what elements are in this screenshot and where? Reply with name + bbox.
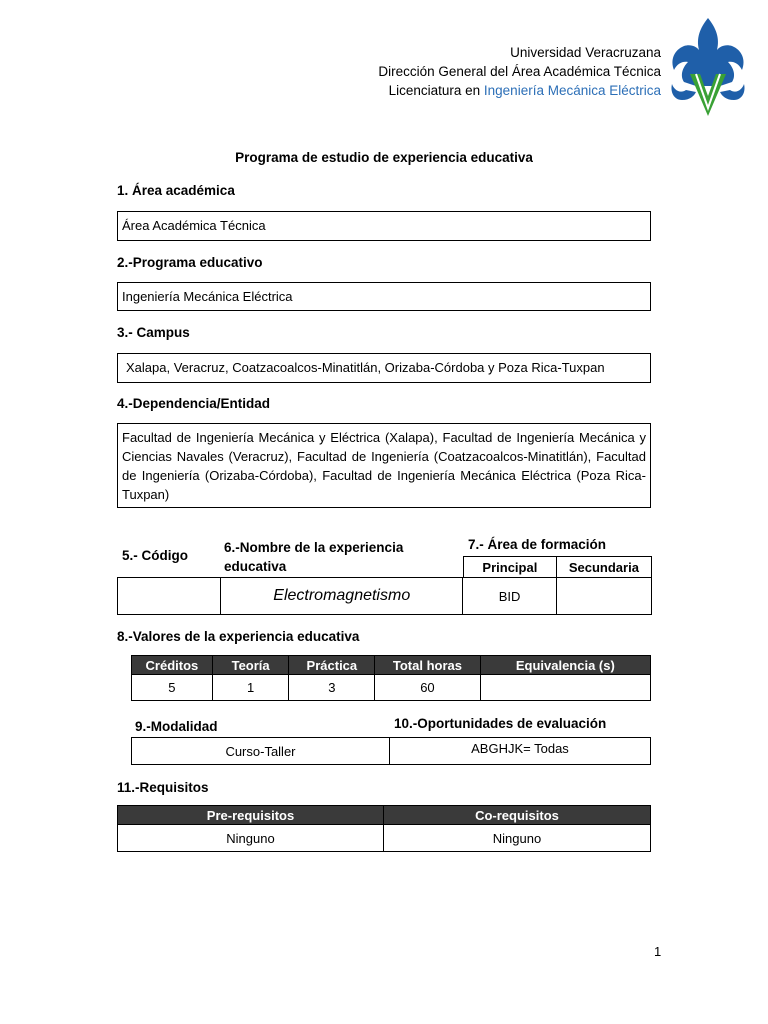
valores-header-total: Total horas [375, 656, 480, 675]
programa-label: 2.-Programa educativo [117, 255, 263, 270]
secundaria-value [556, 578, 651, 615]
valores-teoria: 1 [212, 675, 289, 701]
valores-label: 8.-Valores de la experiencia educativa [117, 629, 360, 644]
valores-header-teoria: Teoría [212, 656, 289, 675]
valores-table [131, 655, 651, 701]
campus-value: Xalapa, Veracruz, Coatzacoalcos-Minatitlán, Orizaba-Córdoba y Poza Rica-Tuxpan [126, 360, 605, 375]
campus-label: 3.- Campus [117, 325, 190, 340]
header-degree-prefix: Licenciatura en [388, 83, 481, 98]
area-academica-label: 1. Área académica [117, 183, 235, 198]
principal-value: BID [463, 578, 556, 615]
document-title: Programa de estudio de experiencia educativa [235, 150, 533, 165]
nombre-value: Electromagnetismo [221, 578, 463, 615]
header-university: Universidad Veracruzana [510, 45, 661, 60]
area-formacion-label: 7.- Área de formación [468, 537, 607, 552]
programa-value: Ingeniería Mecánica Eléctrica [122, 289, 293, 304]
secundaria-header: Secundaria [556, 557, 651, 578]
experiencia-table [117, 577, 652, 615]
codigo-label: 5.- Código [122, 548, 188, 563]
valores-practica: 3 [289, 675, 375, 701]
requisitos-co-value: Ninguno [384, 825, 651, 852]
codigo-value [118, 578, 221, 615]
modalidad-label: 9.-Modalidad [135, 719, 218, 734]
valores-header-practica: Práctica [289, 656, 375, 675]
principal-header: Principal [464, 557, 557, 578]
oportunidades-label: 10.-Oportunidades de evaluación [394, 716, 607, 731]
dependencia-value: Facultad de Ingeniería Mecánica y Eléctrica (Xalapa), Facultad de Ingeniería Mecánica y Ciencias Navales (Veracruz), Facultad de Ingeniería (Coatzacoalcos-Minatitlán), Facultad de Ingeniería (Orizaba-Córdoba), Facultad de Ingeniería Mecánica Eléctrica (Poza Rica-Tuxpan) [122, 430, 646, 502]
page-number: 1 [654, 944, 662, 959]
dependencia-box [117, 423, 651, 508]
valores-total: 60 [375, 675, 480, 701]
nombre-label: 6.-Nombre de la experiencia educativa [224, 540, 404, 574]
area-academica-box [117, 211, 651, 241]
modalidad-value: Curso-Taller [132, 738, 390, 765]
university-logo [666, 16, 750, 120]
oportunidades-value: ABGHJK= Todas [389, 738, 650, 765]
requisitos-pre-value: Ninguno [118, 825, 384, 852]
area-formacion-header-table [463, 556, 652, 578]
requisitos-label: 11.-Requisitos [117, 780, 209, 795]
requisitos-header-co: Co-requisitos [384, 806, 651, 825]
area-academica-value: Área Académica Técnica [122, 218, 266, 233]
campus-box [117, 353, 651, 383]
valores-equivalencia [480, 675, 650, 701]
header-direction: Dirección General del Área Académica Técnica [378, 64, 661, 79]
modalidad-table [131, 737, 651, 765]
requisitos-header-pre: Pre-requisitos [118, 806, 384, 825]
programa-box [117, 282, 651, 311]
valores-header-creditos: Créditos [132, 656, 213, 675]
valores-header-equivalencia: Equivalencia (s) [480, 656, 650, 675]
header-degree [389, 81, 661, 100]
dependencia-label: 4.-Dependencia/Entidad [117, 396, 271, 411]
valores-creditos: 5 [132, 675, 213, 701]
header-degree-name: Ingeniería Mecánica Eléctrica [483, 83, 661, 98]
requisitos-table [117, 805, 651, 852]
